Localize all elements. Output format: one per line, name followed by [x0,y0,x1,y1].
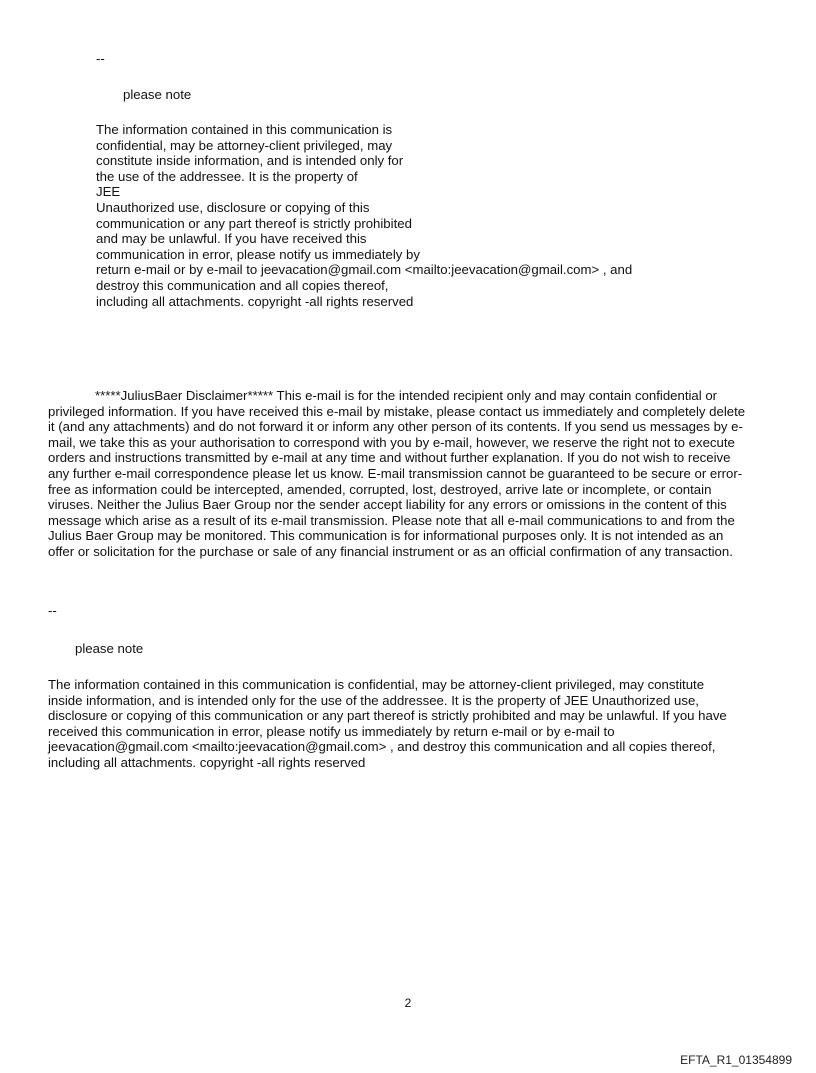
notice-line: jeevacation@gmail.com <mailto:jeevacation@gmail.com> , and destroy this communication and all copies thereof, [48,739,716,755]
disclaimer-line: orders and instructions transmitted by e-mail at any time and without further explanation. If you do not wish to receive [48,450,731,466]
confidentiality-notice-top [96,122,632,309]
disclaimer-line: privileged information. If you have received this e-mail by mistake, please contact us immediately and completely delete [48,403,746,419]
notice-line: constitute inside information, and is intended only for [96,153,404,169]
notice-line: communication in error, please notify us immediately by [96,246,420,262]
notice-line: disclosure or copying of this communication or any part thereof is strictly prohibited and may be unlawful. If you have [48,708,727,724]
notice-line: return e-mail or by e-mail to jeevacation@gmail.com <mailto:jeevacation@gmail.com> , and [96,262,633,278]
disclaimer-line: it (and any attachments) and do not forward it or inform any other person of its contents. If you send us messages by e- [48,419,743,435]
page-number: 2 [404,996,412,1010]
confidentiality-notice-bottom [48,677,727,771]
notice-line: communication or any part thereof is strictly prohibited [96,215,412,231]
notice-line: the use of the addressee. It is the property of [96,168,358,184]
disclaimer-line: Julius Baer Group may be monitored. This communication is for informational purposes only. It is not intended as an [48,528,724,544]
note-heading-top: please note [123,87,192,102]
separator-bottom: -- [48,603,57,618]
notice-line: and may be unlawful. If you have received this [96,231,367,247]
note-heading-bottom: please note [75,641,144,656]
disclaimer-line: offer or solicitation for the purchase or sale of any financial instrument or as an official confirmation of any transaction. [48,543,733,559]
notice-line: including all attachments. copyright -all rights reserved [48,754,366,770]
disclaimer-line: any further e-mail correspondence please let us know. E-mail transmission cannot be guaranteed to be secure or error- [48,465,743,481]
notice-line: destroy this communication and all copies thereof, [96,277,389,293]
separator-top: -- [96,51,105,66]
notice-line: including all attachments. copyright -all rights reserved [96,293,414,309]
disclaimer-line: free as information could be intercepted, amended, corrupted, lost, destroyed, arrive late or incomplete, or contain [48,481,712,497]
disclaimer-line: message which arise as a result of its e-mail transmission. Please note that all e-mail communications to and from the [48,512,735,528]
notice-line: The information contained in this communication is confidential, may be attorney-client privileged, may constitute [48,677,705,692]
notice-line: confidential, may be attorney-client privileged, may [96,137,393,153]
disclaimer-line: mail, we take this as your authorisation to correspond with you by e-mail, however, we reserve the right not to execute [48,434,735,450]
disclaimer-line: viruses. Neither the Julius Baer Group nor the sender accept liability for any errors or omissions in the content of this [48,497,727,513]
julius-baer-disclaimer [48,388,770,560]
document-id: EFTA_R1_01354899 [680,1053,792,1067]
notice-line: The information contained in this communication is [96,122,393,137]
notice-line: Unauthorized use, disclosure or copying of this [96,199,370,215]
notice-line: JEE [96,184,121,200]
notice-line: inside information, and is intended only for the use of the addressee. It is the property of JEE Unauthorized use, [48,692,699,708]
notice-line: received this communication in error, please notify us immediately by return e-mail or by e-mail to [48,723,615,739]
disclaimer-line: *****JuliusBaer Disclaimer***** This e-mail is for the intended recipient only and may contain confidential or [95,388,718,403]
